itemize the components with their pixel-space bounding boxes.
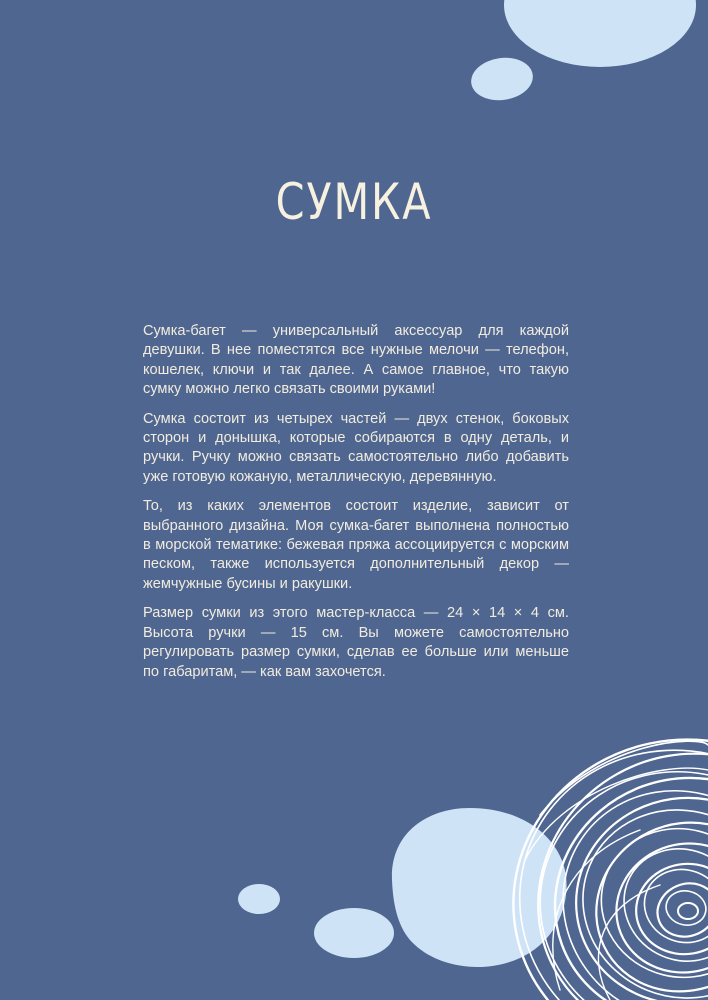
bottom-small-blob-left: [238, 884, 280, 914]
paragraph-3: То, из каких элементов состоит изделие, зависит от выбранного дизайна. Моя сумка-багет выполнена полностью в морской тематике: бежевая пряжа ассоциируется с морским песком, также используется дополнительный декор — жемчужные бусины и ракушки.: [143, 498, 569, 592]
page-title: СУМКА: [275, 173, 433, 231]
bottom-large-blob: [392, 808, 567, 967]
yarn-ball-scribble: [480, 700, 708, 1000]
paragraph-1: Сумка-багет — универсальный аксессуар для каждой девушки. В нее поместятся все нужные мелочи — телефон, кошелек, ключи и так далее. А самое главное, что такую сумку можно легко связать своими руками!: [143, 323, 569, 398]
paragraph-4: Размер сумки из этого мастер-класса — 24 × 14 × 4 см. Высота ручки — 15 см. Вы можете самостоятельно регулировать размер сумки, сделав ее больше или меньше по габаритам, — как вам захочется.: [143, 605, 569, 680]
paragraph-2: Сумка состоит из четырех частей — двух стенок, боковых сторон и донышка, которые собираются в одну деталь, и ручки. Ручку можно связать самостоятельно либо добавить уже готовую кожаную, металлическую, деревянную.: [143, 410, 569, 485]
top-right-large-blob: [504, 0, 696, 67]
top-right-small-blob: [468, 54, 535, 104]
body-text: [143, 322, 569, 692]
bottom-small-blob-center: [314, 908, 394, 958]
